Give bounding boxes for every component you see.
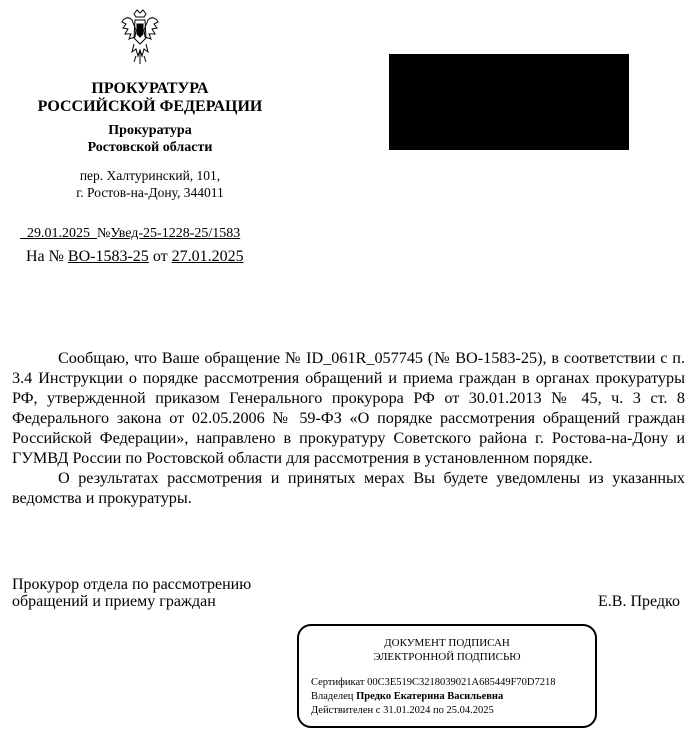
reply-from: от (152, 248, 168, 265)
body-paragraph-2: О результатах рассмотрения и принятых мерах Вы будете уведомлены из указанных ведомства и прокуратуры. (12, 469, 685, 507)
valid-label: Действителен (311, 705, 374, 716)
reply-number: ВО-1583-25 (67, 248, 149, 265)
coat-of-arms-icon (120, 8, 160, 66)
registration-number: Увед-25-1228-25/1583 (110, 226, 241, 241)
number-sign: № (97, 226, 111, 241)
sub-org-line-1: Прокуратура (108, 123, 192, 138)
org-line-2: РОССИЙСКОЙ ФЕДЕРАЦИИ (37, 98, 263, 115)
address-line-2: г. Ростов-на-Дону, 344011 (76, 185, 224, 200)
org-line-1: ПРОКУРАТУРА (91, 80, 209, 97)
registration-date: 29.01.2025 (27, 226, 90, 241)
sub-organization-name (20, 122, 280, 156)
signatory-position (12, 576, 251, 610)
organization-name (20, 80, 280, 116)
valid-from-date: 31.01.2024 (383, 705, 431, 716)
body-paragraph-1: Сообщаю, что Ваше обращение № ID_061R_057745 (№ ВО-1583-25), в соответствии с п. 3.4 Инструкции о порядке рассмотрения обращений и приема граждан в органах прокуратуры РФ, утвержденной приказом Генерального прокурора РФ от 30.01.2013 № 45, ч. 3 ст. 8 Федерального закона от 02.05.2006 № 59-ФЗ «О порядке рассмотрения обращений граждан Российской Федерации», направлено в прокуратуру Советского района г. Ростова-на-Дону и ГУМВД России по Ростовской области для рассмотрения в установленном порядке. (12, 349, 685, 467)
valid-to-word: по (432, 705, 444, 716)
address-line-1: пер. Халтуринский, 101, (79, 168, 221, 183)
registration-line (20, 226, 240, 242)
sub-org-line-2: Ростовской области (87, 140, 213, 155)
organization-address (20, 167, 280, 201)
stamp-title (299, 636, 595, 664)
reply-reference (26, 248, 244, 266)
redacted-addressee-block (389, 54, 629, 150)
valid-to-date: 25.04.2025 (446, 705, 494, 716)
valid-from-word: с (375, 705, 381, 716)
position-line-1: Прокурор отдела по рассмотрению (12, 576, 252, 593)
reply-date: 27.01.2025 (171, 248, 244, 265)
owner-value: Предко Екатерина Васильевна (356, 691, 504, 702)
signatory-name: Е.В. Предко (598, 593, 680, 610)
reply-prefix: На № (26, 248, 64, 265)
certificate-value: 00C3E519C3218039021A685449F70D7218 (367, 677, 556, 688)
letter-body (12, 348, 685, 508)
electronic-signature-stamp (297, 624, 597, 728)
stamp-title-line-2: ЭЛЕКТРОННОЙ ПОДПИСЬЮ (373, 651, 521, 663)
stamp-title-line-1: ДОКУМЕНТ ПОДПИСАН (384, 637, 510, 649)
certificate-label: Сертификат (311, 677, 365, 688)
stamp-validity (311, 704, 494, 717)
stamp-certificate (311, 676, 556, 689)
position-line-2: обращений и приему граждан (12, 593, 216, 610)
owner-label: Владелец (311, 691, 354, 702)
stamp-owner (311, 690, 503, 703)
